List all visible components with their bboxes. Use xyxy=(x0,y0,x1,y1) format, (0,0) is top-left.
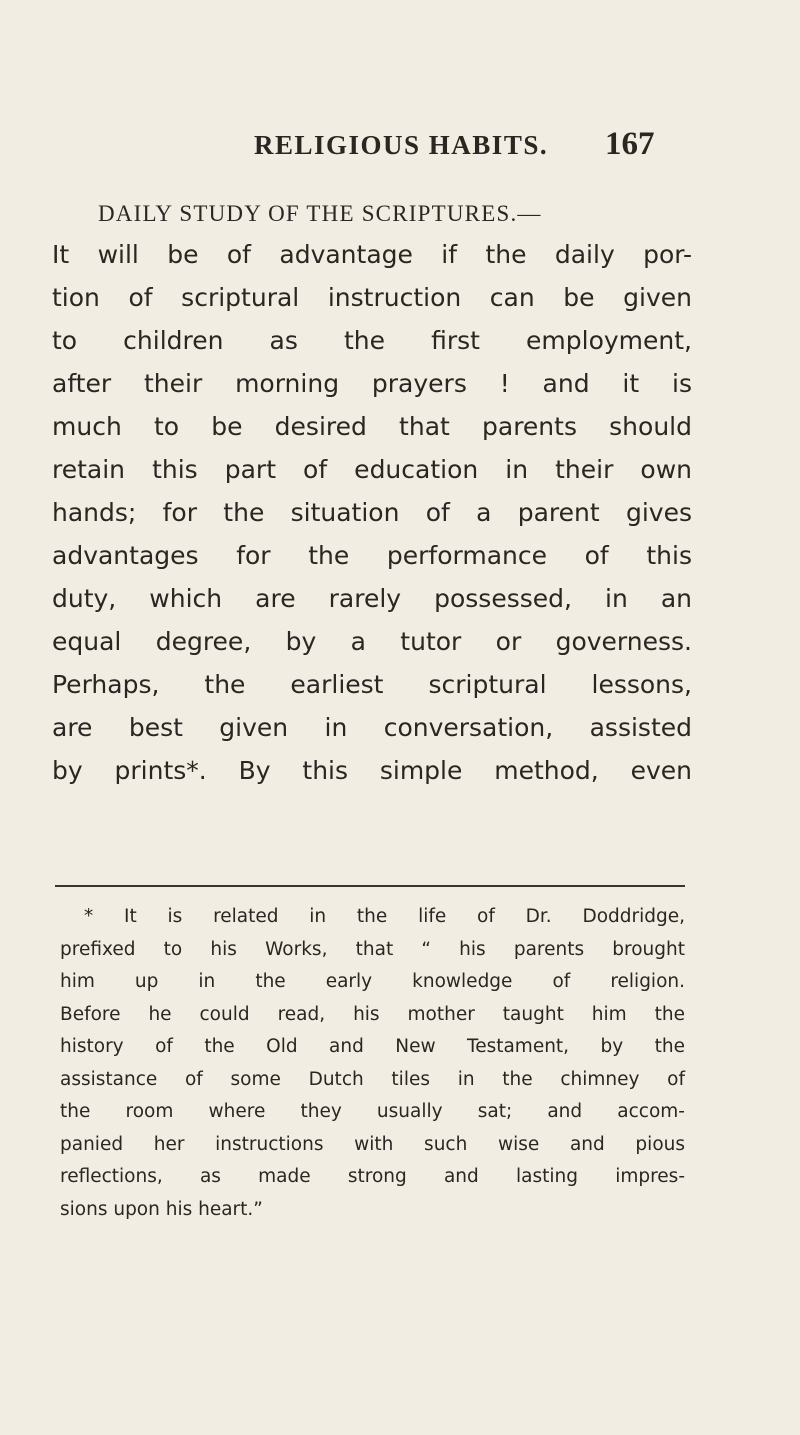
footnote-line: sions upon his heart.” xyxy=(60,1198,263,1220)
body-paragraph xyxy=(52,233,692,792)
footnote-line: history of the Old and New Testament, by the xyxy=(60,1036,685,1057)
footnote xyxy=(60,901,685,1226)
footnote-line: him up in the early knowledge of religion. xyxy=(60,971,685,992)
body-line: to children as the first employment, xyxy=(52,326,692,355)
footnote-line: prefixed to his Works, that “ his parents brought xyxy=(60,938,685,960)
body-line: Perhaps, the earliest scriptural lessons, xyxy=(52,670,692,699)
footnote-line: Before he could read, his mother taught him the xyxy=(60,1003,685,1025)
body-line: by prints*. By this simple method, even xyxy=(52,756,692,785)
body-line: are best given in conversation, assisted xyxy=(52,713,692,742)
footnote-line: assistance of some Dutch tiles in the chimney of xyxy=(60,1068,685,1090)
footnote-divider xyxy=(55,885,685,887)
body-line: equal degree, by a tutor or governess. xyxy=(52,627,692,656)
footnote-line: the room where they usually sat; and accom- xyxy=(60,1101,685,1122)
body-line: after their morning prayers ! and it is xyxy=(52,369,692,398)
section-heading: DAILY STUDY OF THE SCRIPTURES.— xyxy=(98,201,542,226)
body-line: retain this part of education in their own xyxy=(52,455,692,484)
footnote-line: panied her instructions with such wise and pious xyxy=(60,1133,685,1155)
footnote-line: * It is related in the life of Dr. Doddridge, xyxy=(84,906,685,927)
body-line: much to be desired that parents should xyxy=(52,412,692,441)
page-number: 167 xyxy=(605,126,655,162)
body-line: It will be of advantage if the daily por- xyxy=(52,240,692,269)
body-line: duty, which are rarely possessed, in an xyxy=(52,584,692,613)
footnote-line: reflections, as made strong and lasting impres- xyxy=(60,1166,685,1187)
body-line: advantages for the performance of this xyxy=(52,541,692,570)
page-header xyxy=(0,126,800,170)
running-head: RELIGIOUS HABITS. xyxy=(254,130,549,160)
body-line: hands; for the situation of a parent gives xyxy=(52,498,692,527)
body-line: tion of scriptural instruction can be given xyxy=(52,283,692,312)
